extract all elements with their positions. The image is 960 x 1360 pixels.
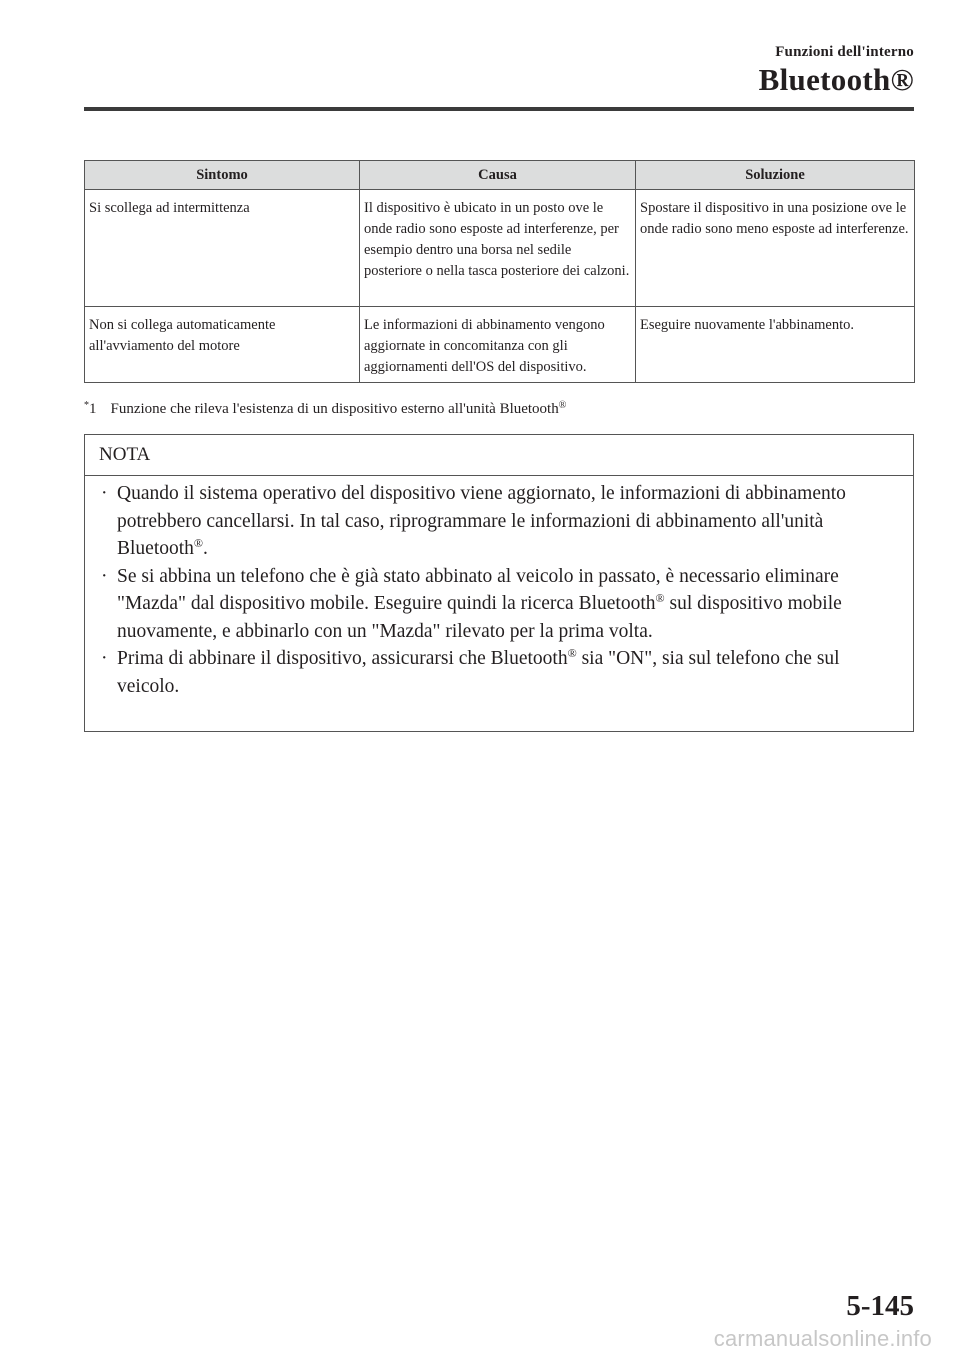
column-header-cause: Causa	[360, 161, 636, 190]
chapter-title: Bluetooth®	[758, 62, 914, 97]
note-text-end: .	[203, 538, 208, 559]
page-number: 5-145	[846, 1290, 914, 1322]
section-label: Funzioni dell'interno	[775, 44, 914, 60]
troubleshooting-table	[84, 160, 915, 383]
cause-cell: Il dispositivo è ubicato in un posto ove le onde radio sono esposte ad interferenze, per esempio dentro una borsa nel sedile posteriore o nella tasca posteriore dei calzoni.	[360, 190, 636, 307]
solution-cell: Spostare il dispositivo in una posizione ove le onde radio sono meno esposte ad interferenze.	[636, 190, 915, 307]
bullet-icon: ·	[101, 565, 108, 587]
column-header-solution: Soluzione	[636, 161, 915, 190]
table-header-row	[85, 161, 915, 190]
registered-mark: ®	[193, 536, 204, 550]
footnote	[84, 400, 566, 418]
registered-mark: ®	[567, 646, 577, 660]
symptom-cell: Non si collega automaticamente all'avviamento del motore	[85, 307, 360, 383]
registered-mark: ®	[655, 591, 665, 605]
table-row	[85, 190, 915, 307]
footnote-number: 1	[89, 401, 97, 417]
header-rule	[84, 107, 914, 111]
note-text: Quando il sistema operativo del dispositivo viene aggiornato, le informazioni di abbinamento potrebbero cancellarsi. In tal caso, riprogrammare le informazioni di abbinamento all'unità Bluetooth	[117, 483, 846, 559]
symptom-cell: Si scollega ad intermittenza	[85, 190, 360, 307]
note-list	[85, 476, 913, 700]
footnote-marker: *	[84, 400, 89, 411]
note-box	[84, 434, 914, 732]
bullet-icon: ·	[101, 648, 108, 669]
note-text-end: sia "ON", sia sul telefono che sul veicolo.	[117, 648, 840, 697]
table-row	[85, 307, 915, 383]
footnote-text: Funzione che rileva l'esistenza di un dispositivo esterno all'unità Bluetooth	[110, 401, 559, 417]
note-item	[101, 645, 893, 700]
note-item	[101, 480, 893, 563]
note-text: Prima di abbinare il dispositivo, assicurarsi che Bluetooth	[117, 648, 568, 669]
note-text: Se si abbina un telefono che è già stato abbinato al veicolo in passato, è necessario eliminare "Mazda" dal dispositivo mobile. Eseguire quindi la ricerca Bluetooth	[117, 565, 839, 614]
registered-mark: ®	[558, 400, 567, 411]
solution-cell: Eseguire nuovamente l'abbinamento.	[636, 307, 915, 383]
watermark: carmanualsonline.info	[713, 1326, 932, 1351]
note-title: NOTA	[85, 435, 913, 476]
bullet-icon: ·	[101, 483, 108, 504]
note-item	[101, 563, 893, 646]
note-text-end: sul dispositivo mobile nuovamente, e abbinarlo con un "Mazda" rilevato per la prima volta.	[117, 593, 842, 642]
column-header-symptom: Sintomo	[85, 161, 360, 190]
cause-cell: Le informazioni di abbinamento vengono aggiornate in concomitanza con gli aggiornamenti dell'OS del dispositivo.	[360, 307, 636, 383]
